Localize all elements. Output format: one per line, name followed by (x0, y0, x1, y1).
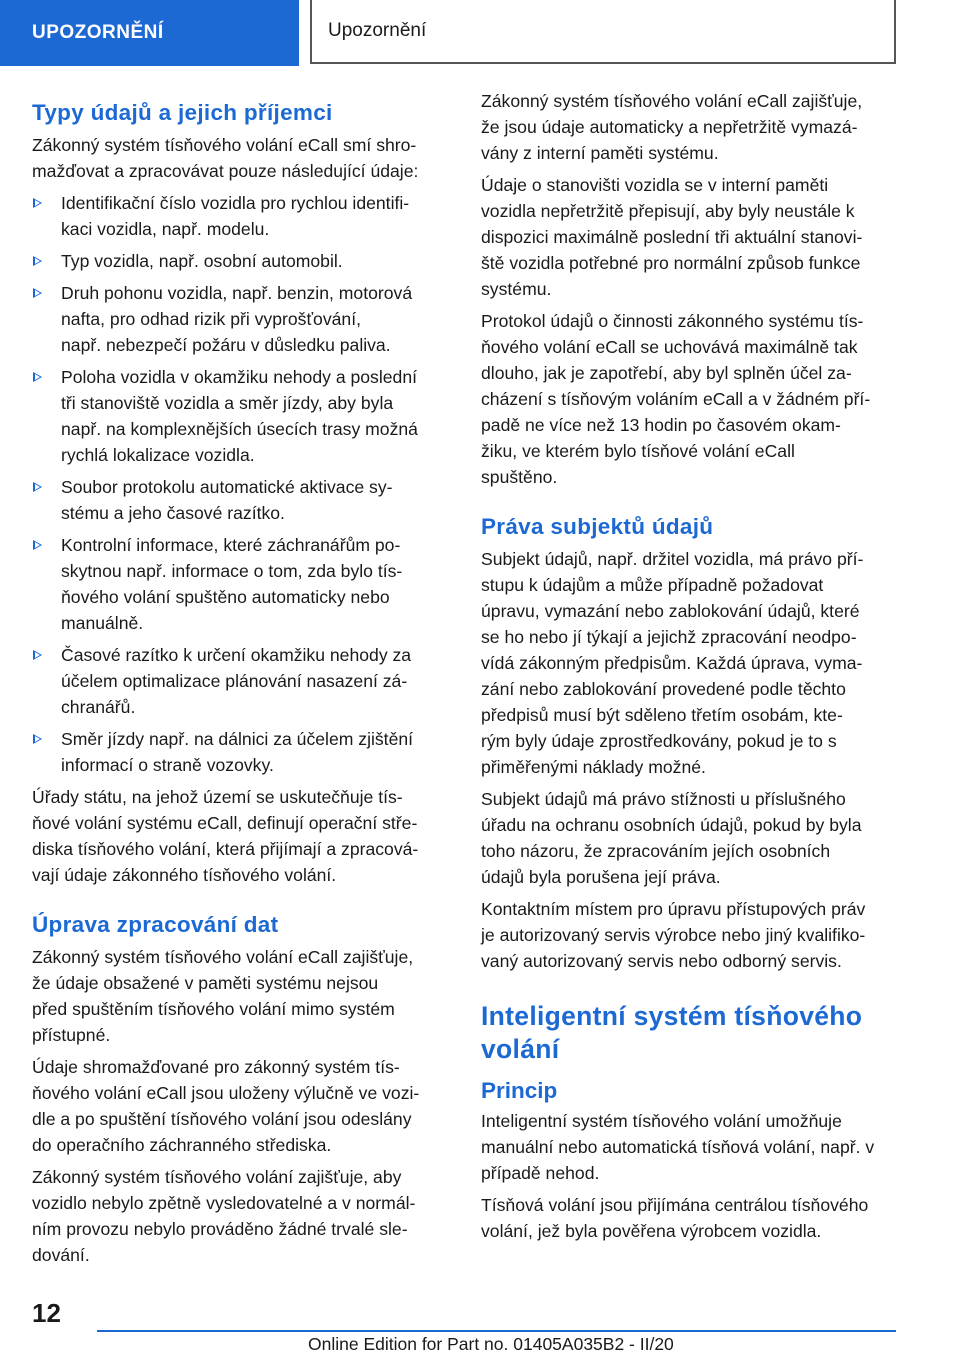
bullet-triangle-icon (33, 650, 42, 660)
list-item: Druh pohonu vozidla, např. benzin, motorová nafta, pro odhad rizik při vyprošťování, např. nebezpečí požáru v důsledku paliva. (32, 280, 446, 358)
bullet-triangle-icon (33, 372, 42, 382)
data-types-list (32, 190, 446, 778)
paragraph: Údaje o stanovišti vozidla se v interní paměti vozidla nepřetržitě přepisují, aby byly neustále k dispozici maximálně poslední tři aktuální stanovi- ště vozidla potřebné pro normální způsob funkce systému. (481, 175, 863, 299)
section-heading-data-types: Typy údajů a jejich příjemci (32, 100, 333, 125)
paragraph: Kontaktním místem pro úpravu přístupových práv je autorizovaný servis výrobce nebo jiný kvalifiko- vaný autorizovaný servis nebo odborný servis. (481, 899, 866, 971)
bullet-triangle-icon (33, 198, 42, 208)
paragraph: Protokol údajů o činnosti zákonného systému tís- ňového volání eCall se uchovává maximálně tak dlouho, jak je zapotřebí, aby byl splněn účel za- cházení s tísňovým voláním eCall a v žádném pří- padě ne více než 13 hodin po časovém okam- žiku, ve kterém bylo tísňové volání eCall spuštěno. (481, 311, 871, 487)
subheading-principle: Princip (481, 1078, 558, 1103)
section-tab[interactable]: UPOZORNĚNÍ (0, 0, 299, 66)
paragraph: Subjekt údajů má právo stížnosti u příslušného úřadu na ochranu osobních údajů, pokud by byla toho názoru, že zpracováním jejích osobních údajů byla porušena její práva. (481, 789, 862, 887)
bullet-triangle-icon (33, 288, 42, 298)
paragraph: Zákonný systém tísňového volání eCall zajišťuje, že údaje obsažené v paměti systému nejsou před spuštěním tísňového volání mimo systém přístupné. (32, 947, 414, 1045)
footer-edition: Online Edition for Part no. 01405A035B2 - II/20 (308, 1334, 674, 1354)
section-heading-data-subject-rights: Práva subjektů údajů (481, 514, 714, 539)
paragraph: Zákonný systém tísňového volání eCall smí shro- mažďovat a zpracovávat pouze následující údaje: (32, 135, 419, 181)
paragraph: Zákonný systém tísňového volání zajišťuje, aby vozidlo nebylo zpětně vysledovatelné a v normál- ním provozu nebylo prováděno žádné trvalé sle- dování. (32, 1167, 416, 1265)
footer-divider (97, 1330, 896, 1332)
bullet-triangle-icon (33, 540, 42, 550)
paragraph: Subjekt údajů, např. držitel vozidla, má právo pří- stupu k údajům a může případně požadovat úpravu, vymazání nebo zablokování údajů, které se ho nebo jí týkají a jejichž zpracování neodpo- vídá zákonným předpisům. Každá úprava, vyma- zání nebo zablokování provedené podle těchto předpisů musí být sděleno třetím osobám, kte- rým byly údaje zprostředkovány, pokud je to s přiměřenými náklady možné. (481, 549, 864, 777)
paragraph: Zákonný systém tísňového volání eCall zajišťuje, že jsou údaje automaticky a nepřetržitě vymazá- vány z interní paměti systému. (481, 91, 863, 163)
bullet-triangle-icon (33, 256, 42, 266)
paragraph: Inteligentní systém tísňového volání umožňuje manuální nebo automatická tísňová volání, např. v případě nehod. (481, 1111, 875, 1183)
section-heading-intelligent-emergency-call: Inteligentní systém tísňového volání (481, 1001, 863, 1064)
left-column (32, 98, 446, 1274)
bullet-triangle-icon (33, 734, 42, 744)
list-item: Typ vozidla, např. osobní automobil. (32, 248, 446, 274)
right-column (481, 88, 899, 1250)
paragraph: Úřady státu, na jehož území se uskutečňuje tís- ňové volání systému eCall, definují operační stře- diska tísňového volání, která přijímají a zpracová- vají údaje zákonného tísňového volání. (32, 787, 419, 885)
list-item: Časové razítko k určení okamžiku nehody za účelem optimalizace plánování nasazení zá- chranářů. (32, 642, 446, 720)
list-item: Směr jízdy např. na dálnici za účelem zjištění informací o straně vozovky. (32, 726, 446, 778)
chapter-title: Upozornění (310, 0, 896, 64)
section-heading-data-processing: Úprava zpracování dat (32, 912, 279, 937)
paragraph: Tísňová volání jsou přijímána centrálou tísňového volání, jež byla pověřena výrobcem vozidla. (481, 1195, 869, 1241)
list-item: Identifikační číslo vozidla pro rychlou identifi- kaci vozidla, např. modelu. (32, 190, 446, 242)
page-number: 12 (32, 1298, 61, 1328)
list-item: Soubor protokolu automatické aktivace sy- stému a jeho časové razítko. (32, 474, 446, 526)
list-item: Kontrolní informace, které záchranářům po- skytnou např. informace o tom, zda bylo tís- ňového volání spuštěno automaticky nebo manuálně. (32, 532, 446, 636)
bullet-triangle-icon (33, 482, 42, 492)
list-item: Poloha vozidla v okamžiku nehody a poslední tři stanoviště vozidla a směr jízdy, aby byla např. na komplexnějších úsecích trasy možná rychlá lokalizace vozidla. (32, 364, 446, 468)
paragraph: Údaje shromažďované pro zákonný systém tís- ňového volání eCall jsou uloženy výlučně ve vozi- dle a po spuštění tísňového volání jsou odeslány do operačního záchranného střediska. (32, 1057, 420, 1155)
